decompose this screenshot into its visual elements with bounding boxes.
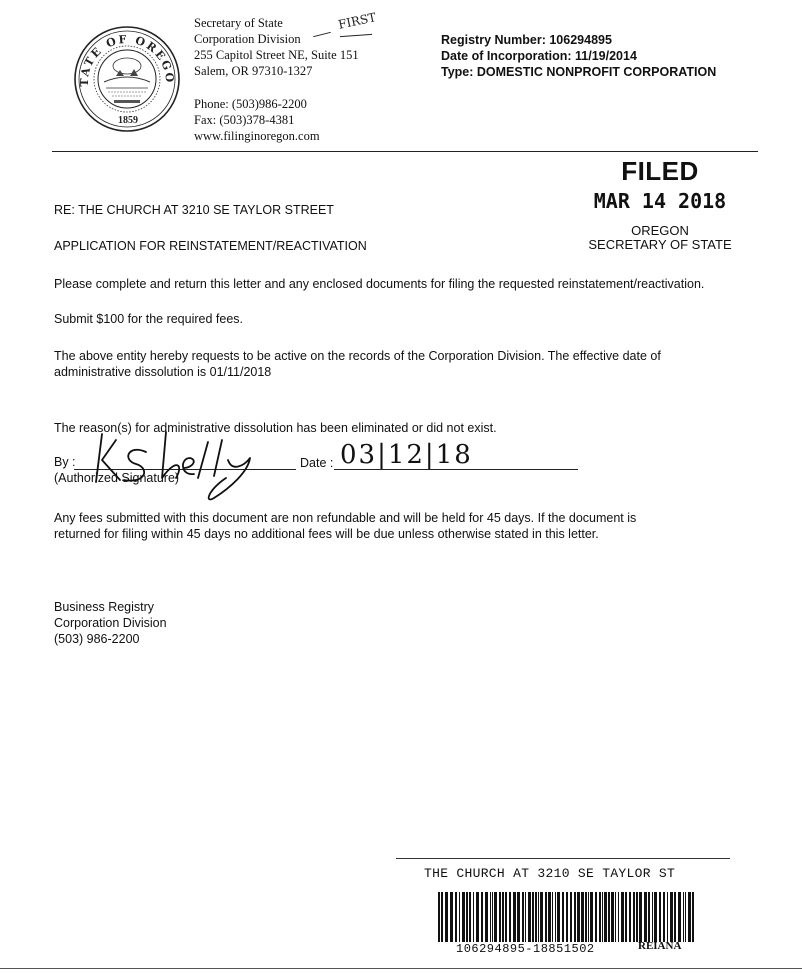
barcode-bar	[505, 892, 507, 942]
barcode-bar	[590, 892, 593, 942]
stamp-date: MAR 14 2018	[593, 189, 727, 213]
request-line-1: The above entity hereby requests to be active on the records of the Corporation Division. The effective date of	[54, 349, 661, 363]
entity-type: Type: DOMESTIC NONPROFIT CORPORATION	[441, 65, 717, 79]
barcode-bar	[611, 892, 614, 942]
barcode-bar	[450, 892, 453, 942]
barcode-bar	[538, 892, 539, 942]
stamp-state: OREGON	[631, 223, 689, 238]
barcode-bar	[459, 892, 460, 942]
agency-address	[194, 15, 359, 79]
barcode-bar	[557, 892, 560, 942]
barcode-bar	[659, 892, 661, 942]
handwritten-signature	[80, 420, 270, 505]
barcode-bar	[509, 892, 511, 942]
barcode-caption: THE CHURCH AT 3210 SE TAYLOR ST	[424, 866, 676, 881]
barcode-bar	[476, 892, 479, 942]
barcode-bar	[513, 892, 516, 942]
paragraph-reason: The reason(s) for administrative dissolution has been eliminated or did not exist.	[54, 421, 497, 435]
agency-line: 255 Capitol Street NE, Suite 151	[194, 48, 359, 62]
subject-line: APPLICATION FOR REINSTATEMENT/REACTIVATION	[54, 239, 367, 253]
barcode-bar	[577, 892, 580, 942]
barcode-bar	[555, 892, 556, 942]
barcode-bar	[517, 892, 520, 942]
barcode-bar	[683, 892, 684, 942]
barcode-bar	[667, 892, 668, 942]
contact-phone: Phone: (503)986-2200	[194, 97, 307, 111]
barcode-bar	[688, 892, 691, 942]
barcode-code: REIANA	[638, 940, 682, 952]
barcode-bar	[648, 892, 650, 942]
barcode-bar	[540, 892, 543, 942]
signoff-line: Corporation Division	[54, 616, 167, 630]
barcode-bar	[552, 892, 553, 942]
paragraph-refund	[54, 510, 754, 542]
barcode-bar	[562, 892, 564, 942]
barcode-bar	[581, 892, 584, 942]
barcode-bar	[674, 892, 676, 942]
contact-website: www.filinginoregon.com	[194, 129, 320, 143]
agency-line: Secretary of State	[194, 16, 283, 30]
barcode-bar	[570, 892, 572, 942]
incorporation-date: Date of Incorporation: 11/19/2014	[441, 49, 637, 63]
by-label: By :	[54, 455, 76, 469]
barcode-bar	[663, 892, 665, 942]
agency-line: Salem, OR 97310-1327	[194, 64, 313, 78]
barcode-bar	[532, 892, 534, 942]
barcode-bar	[678, 892, 681, 942]
barcode-bar	[599, 892, 601, 942]
barcode-bar	[492, 892, 493, 942]
barcode-bar	[473, 892, 474, 942]
barcode-bar	[585, 892, 587, 942]
agency-contact	[194, 96, 320, 144]
barcode-bar	[625, 892, 627, 942]
barcode-bar	[522, 892, 524, 942]
barcode-bar	[441, 892, 443, 942]
contact-fax: Fax: (503)378-4381	[194, 113, 295, 127]
barcode-bar	[670, 892, 673, 942]
refund-line-2: returned for filing within 45 days no additional fees will be due unless otherwise stated in this letter.	[54, 527, 599, 541]
barcode-bar	[652, 892, 653, 942]
barcode-bar	[685, 892, 686, 942]
barcode-bar	[644, 892, 647, 942]
barcode-bar	[494, 892, 497, 942]
request-line-2: administrative dissolution is 01/11/2018	[54, 365, 272, 379]
barcode-number: 106294895-18851502	[456, 942, 595, 956]
barcode-bar	[548, 892, 551, 942]
seal-year: 1859	[118, 115, 138, 126]
barcode-bar	[525, 892, 526, 942]
barcode-bar	[654, 892, 657, 942]
date-label: Date :	[300, 456, 334, 470]
barcode-bar	[604, 892, 607, 942]
barcode-bar	[636, 892, 638, 942]
barcode-bar	[462, 892, 465, 942]
barcode-bar	[469, 892, 471, 942]
registry-info	[441, 32, 716, 80]
agency-line: Corporation Division	[194, 32, 301, 46]
barcode-bar	[502, 892, 504, 942]
barcode-bar	[618, 892, 619, 942]
seal-top-text: TATE OF OREGO	[77, 32, 177, 87]
re-line: RE: THE CHURCH AT 3210 SE TAYLOR STREET	[54, 203, 334, 217]
barcode-bar	[438, 892, 440, 942]
registry-number: Registry Number: 106294895	[441, 33, 612, 47]
handwritten-date: 03|12|18	[340, 440, 473, 470]
page-edge	[0, 968, 802, 969]
barcode-bar	[535, 892, 537, 942]
paragraph-fees: Submit $100 for the required fees.	[54, 312, 244, 326]
barcode-bar	[615, 892, 616, 942]
state-seal	[72, 24, 182, 134]
barcode-bar	[595, 892, 597, 942]
barcode-bar	[445, 892, 448, 942]
barcode-bar	[485, 892, 488, 942]
barcode-bar	[490, 892, 491, 942]
barcode-bar	[455, 892, 457, 942]
stamp-filed: FILED	[621, 156, 699, 186]
signoff-line: (503) 986-2200	[54, 632, 140, 646]
barcode-bar	[545, 892, 547, 942]
handwritten-first-note: FIRST	[336, 10, 378, 32]
barcode-bar	[566, 892, 568, 942]
barcode-bar	[574, 892, 576, 942]
authorized-signature-label: (Authorized Signature)	[54, 471, 180, 485]
barcode-bar	[692, 892, 694, 942]
signoff-block	[54, 599, 754, 647]
barcode-bar	[629, 892, 631, 942]
barcode-bar	[608, 892, 610, 942]
stamp-office: SECRETARY OF STATE	[588, 237, 732, 252]
barcode-bar	[466, 892, 468, 942]
paragraph-request	[54, 348, 754, 380]
header-divider	[52, 151, 758, 152]
barcode-bar	[588, 892, 589, 942]
barcode-bar	[602, 892, 603, 942]
label-border	[396, 858, 730, 859]
barcode-image	[438, 892, 696, 942]
barcode-bar	[621, 892, 624, 942]
barcode-bar	[481, 892, 483, 942]
paragraph-instructions: Please complete and return this letter and any enclosed documents for filing the requested reinstatement/reactivation.	[54, 277, 705, 291]
refund-line-1: Any fees submitted with this document are non refundable and will be held for 45 days. If the document is	[54, 511, 637, 525]
barcode-bar	[633, 892, 635, 942]
barcode-bar	[639, 892, 642, 942]
signoff-line: Business Registry	[54, 600, 155, 614]
barcode-bar	[499, 892, 501, 942]
barcode-bar	[528, 892, 531, 942]
